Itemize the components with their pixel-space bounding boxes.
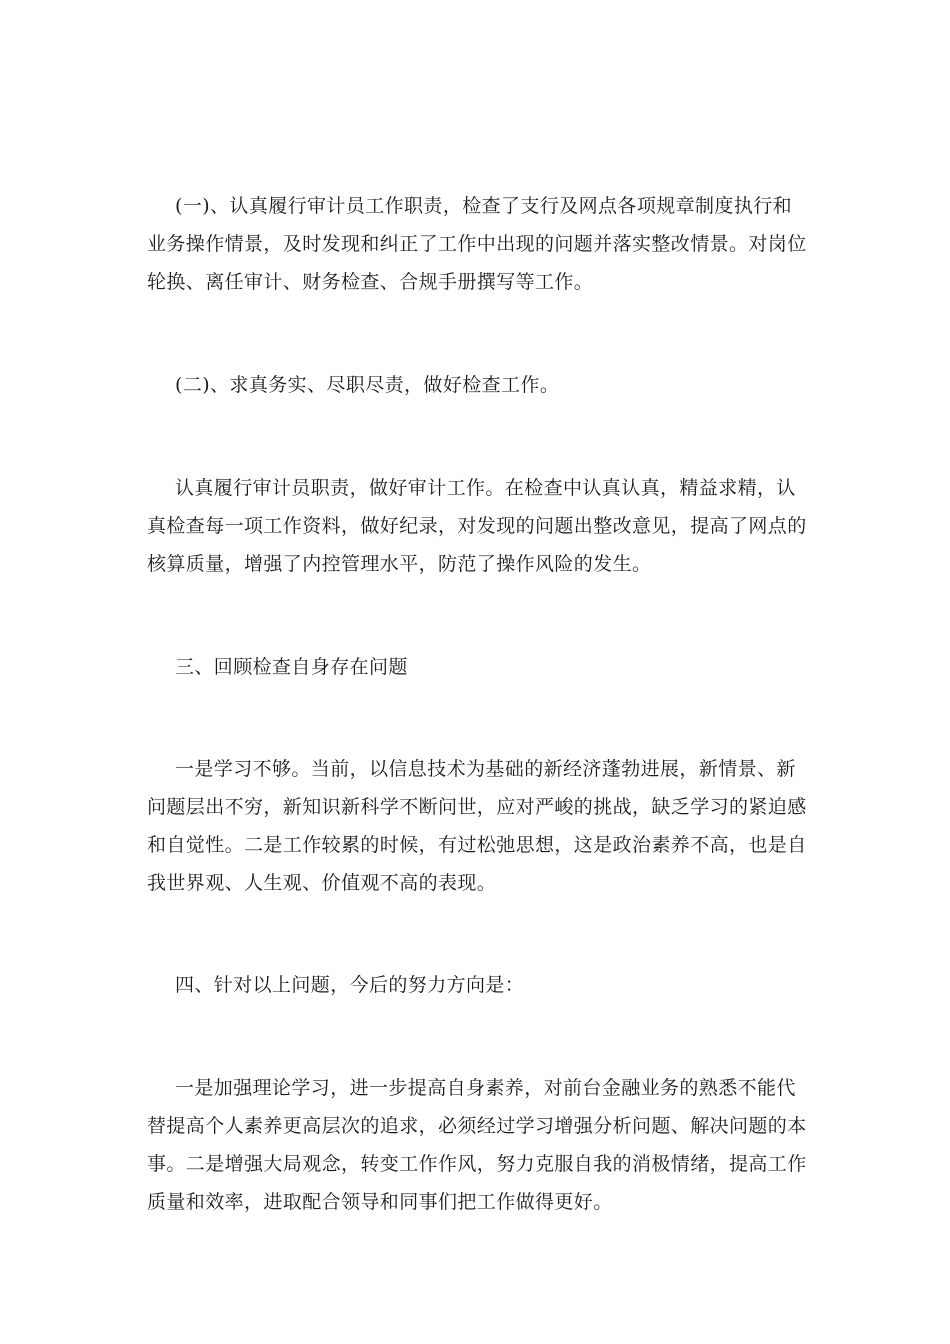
paragraph-heading-pragmatic: (二)、求真务实、尽职尽责，做好检查工作。 <box>175 374 560 396</box>
section-heading-problems: 三、回顾检查自身存在问题 <box>175 656 408 678</box>
paragraph-duty-fulfillment: (一)、认真履行审计员工作职责，检查了支行及网点各项规章制度执行和业务操作情景，及时发现和纠正了工作中出现的问题并落实整改情景。对岗位轮换、离任审计、财务检查、合规手册撰写等工作。 <box>147 195 807 293</box>
paragraph-audit-work: 认真履行审计员职责，做好审计工作。在检查中认真认真，精益求精，认真检查每一项工作资料，做好纪录，对发现的问题出整改意见，提高了网点的核算质量，增强了内控管理水平，防范了操作风险的发生。 <box>147 477 807 575</box>
paragraph-improvement: 一是加强理论学习，进一步提高自身素养，对前台金融业务的熟悉不能代替提高个人素养更高层次的追求，必须经过学习增强分析问题、解决问题的本事。二是增强大局观念，转变工作作风，努力克服自我的消极情绪，提高工作质量和效率，进取配合领导和同事们把工作做得更好。 <box>147 1077 807 1213</box>
paragraph-problems: 一是学习不够。当前，以信息技术为基础的新经济蓬勃进展，新情景、新问题层出不穷，新知识新科学不断问世，应对严峻的挑战，缺乏学习的紧迫感和自觉性。二是工作较累的时候，有过松弛思想，这是政治素养不高，也是自我世界观、人生观、价值观不高的表现。 <box>147 758 807 894</box>
section-heading-improvement: 四、针对以上问题，今后的努力方向是： <box>175 974 525 996</box>
